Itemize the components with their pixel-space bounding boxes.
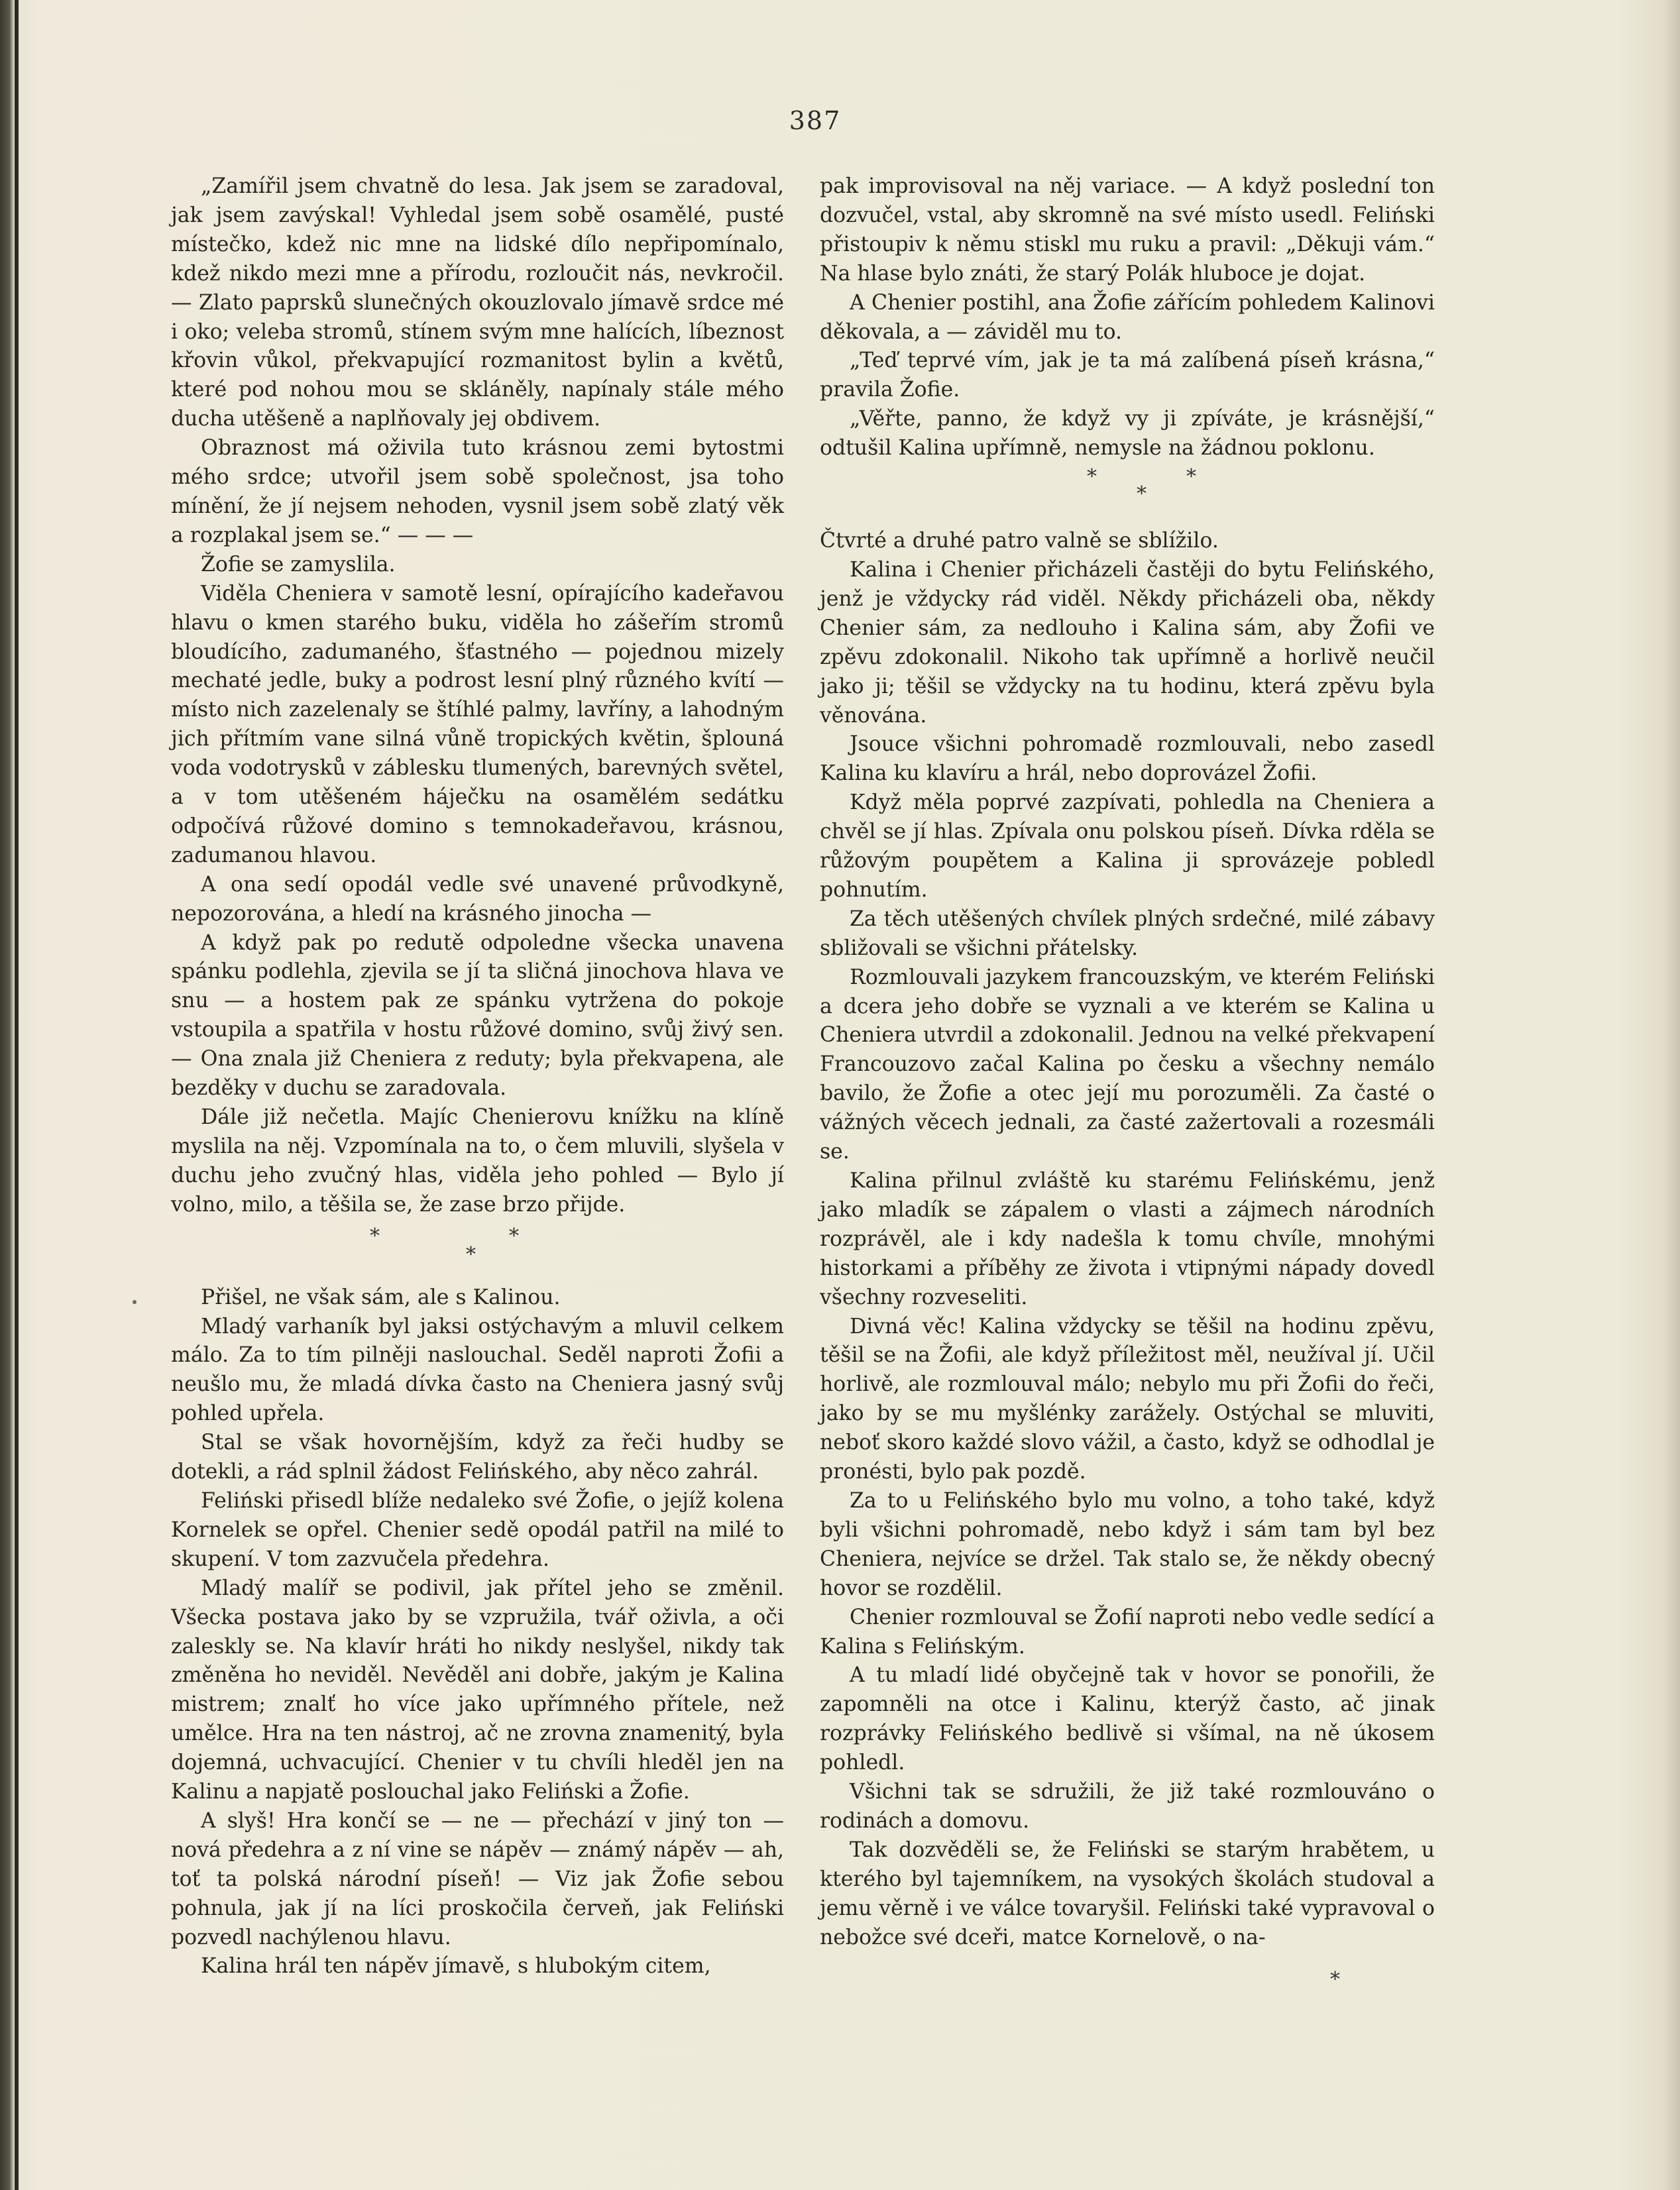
paragraph: A tu mladí lidé obyčejně tak v hovor se ponořili, že zapomněli na otce i Kalinu, kterýž často, ač jinak rozprávky Felińského bedlivě si všímal, na ně úkosem pohledl. [820, 1663, 1435, 1775]
asterisk: * [1087, 465, 1097, 489]
paragraph: Kalina i Chenier přicházeli častěji do bytu Felińského, jenž je vždycky rád viděl. Někdy přicházeli oba, někdy Chenier sám, za nedlouho i Kalina sám, aby Žofii ve zpěvu zdokonalil. Nikoho tak upřímně a horlivě neučil jako ji; těšil se vždycky na tu hodinu, která zpěvu byla věnována. [820, 557, 1435, 728]
margin-mark [133, 1300, 137, 1304]
paragraph: Tak dozvěděli se, že Feliński se starým hrabětem, u kterého byl tajemníkem, na vysokých školách studoval a jemu věrně i ve válce tovaryšil. Feliński také vypravoval o nebožce své dceři, matce Kornelově, o na- [820, 1837, 1435, 1949]
section-break [820, 466, 1435, 523]
paragraph: Mladý varhaník byl jaksi ostýchavým a mluvil celkem málo. Za to tím pilněji naslouchal. Seděl naproti Žofii a neušlo mu, že mladá dívka často na Cheniera jasný svůj pohled upřela. [171, 1314, 784, 1426]
paragraph: Dále již nečetla. Majíc Chenierovu knížku na klíně myslila na něj. Vzpomínala na to, o čem mluvili, slyšela v duchu jeho zvučný hlas, viděla jeho pohled — Bylo jí volno, milo, a těšila se, že zase brzo přijde. [171, 1105, 784, 1217]
paragraph: „Věřte, panno, že když vy ji zpíváte, je krásnější,“ odtušil Kalina upřímně, nemysle na žádnou poklonu. [820, 407, 1435, 461]
paragraph: A slyš! Hra končí se — ne — přechází v jiný ton — nová předehra a z ní vine se nápěv — známý nápěv — ah, toť ta polská národní píseň! — Viz jak Žofie sebou pohnula, jak jí na líci proskočila červeň, jak Feliński pozvedl nachýlenou hlavu. [171, 1808, 784, 1949]
footnote-mark: * [1330, 1968, 1340, 1991]
left-column [171, 172, 784, 2014]
paragraph: Mladý malíř se podivil, jak přítel jeho se změnil. Všecka postava jako by se vzpružila, tvář oživla, a oči zaleskly se. Na klavír hráti ho nikdy neslyšel, nikdy tak změněna ho neviděl. Nevěděl ani dobře, jakým je Kalina mistrem; znalť ho více jako upřímného přítele, než umělce. Hra na ten nástroj, ač ne zrovna znamenitý, byla dojemná, uchvacující. Chenier v tu chvíli hleděl jen na Kalinu a napjatě poslouchal jako Feliński a Žofie. [171, 1576, 784, 1804]
paragraph: Feliński přisedl blíže nedaleko své Žofie, o jejíž kolena Kornelek se opřel. Chenier sedě opodál patřil na milé to skupení. V tom zazvučela předehra. [171, 1488, 784, 1571]
paragraph: Za těch utěšených chvílek plných srdečné, milé zábavy sbližovali se všichni přátelsky. [820, 906, 1435, 960]
paragraph: Jsouce všichni pohromadě rozmlouvali, nebo zasedl Kalina ku klavíru a hrál, nebo doprovázel Žofii. [820, 732, 1435, 786]
paragraph: „Zamířil jsem chvatně do lesa. Jak jsem se zaradoval, jak jsem zavýskal! Vyhledal jsem sobě osamělé, pusté místečko, kdež nic mne na lidské dílo nepřipomínalo, kdež nikdo mezi mne a přírodu, rozloučit nás, nevkročil. — Zlato paprsků slunečných okouzlovalo jímavě srdce mé i oko; veleba stromů, stínem svým mne halících, líbeznost křovin vůkol, překvapující rozmanitost bylin a květů, které pod nohou mou se skláněly, napínaly stále mého ducha utěšeně a naplňovaly jej obdivem. [171, 174, 784, 431]
paragraph: Žofie se zamyslila. [201, 552, 396, 576]
paragraph: Divná věc! Kalina vždycky se těšil na hodinu zpěvu, těšil se na Žofii, ale když příležitost měl, neužíval jí. Učil horlivě, ale rozmlouval málo; nebylo mu při Žofii do řeči, jako by se mu myšlénky zarážely. Ostýchal se mluviti, neboť skoro každé slovo vážil, a často, když se odhodlal je pronésti, bylo pak pozdě. [820, 1314, 1435, 1484]
asterisk: * [1186, 465, 1196, 489]
paragraph: Přišel, ne však sám, ale s Kalinou. [201, 1285, 561, 1309]
asterisk: * [466, 1242, 476, 1266]
page-number: 387 [789, 106, 842, 135]
paragraph: „Teď teprvé vím, jak je ta má zalíbená píseň krásna,“ pravila Žofie. [820, 349, 1435, 402]
paragraph: Stal se však hovornějším, když za řeči hudby se dotekli, a rád splnil žádost Felińského, aby něco zahrál. [171, 1431, 784, 1484]
paragraph: Za to u Felińského bylo mu volno, a toho také, když byli všichni pohromadě, nebo když i sám tam byl bez Cheniera, nejvíce se držel. Tak stalo se, že někdy obecný hovor se rozdělil. [820, 1488, 1435, 1600]
asterisk: * [370, 1224, 380, 1248]
paragraph: pak improvisoval na něj variace. — A když poslední ton dozvučel, vstal, aby skromně na své místo usedl. Feliński přistoupiv k němu stiskl mu ruku a pravil: „Děkuji vám.“ Na hlase bylo znáti, že starý Polák hluboce je dojat. [820, 174, 1435, 286]
paragraph: Rozmlouvali jazykem francouzským, ve kterém Feliński a dcera jeho dobře se vyznali a ve kterém se Kalina u Cheniera utvrdil a zdokonalil. Jednou na velké překvapení Francouzovo začal Kalina po česku a všechny nemálo bavilo, že Žofie a otec její mu porozuměli. Za časté o vážných věcech jednali, za časté zažertovali a rozesmáli se. [820, 965, 1435, 1164]
paragraph: A ona sedí opodál vedle své unavené průvodkyně, nepozorována, a hledí na krásného jinocha — [171, 872, 784, 926]
paragraph: Obraznost má oživila tuto krásnou zemi bytostmi mého srdce; utvořil jsem sobě společnost, jsa toho mínění, že jí nejsem nehoden, vysnil jsem sobě zlatý věk a rozplakal jsem se.“ — — — [171, 436, 784, 547]
section-break [171, 1223, 784, 1280]
paragraph: Kalina přilnul zvláště ku starému Felińskému, jenž jako mladík se zápalem o vlasti a zájmech národních rozprávěl, ale i kdy nadešla k tomu chvíle, mnohými historkami a příběhy ze života i vtipnými nápady dovedl všechny rozveseliti. [820, 1169, 1435, 1309]
paragraph: A když pak po redutě odpoledne všecka unavena spánku podlehla, zjevila se jí ta sličná jinochova hlava ve snu — a hostem pak ze spánku vytržena do pokoje vstoupila a spatřila v hostu růžové domino, svůj živý sen. — Ona znala již Cheniera z reduty; byla překvapena, ale bezděky v duchu se zaradovala. [171, 930, 784, 1101]
paragraph: Viděla Cheniera v samotě lesní, opírajícího kadeřavou hlavu o kmen starého buku, viděla ho zášeřím stromů bloudícího, zadumaného, šťastného — pojednou mizely mechaté jedle, buky a podrost lesní plný různého kvítí — místo nich zazelenaly se štíhlé palmy, lavříny, a lahodným jich přítmím vane silná vůně tropických květin, šplouná voda vodotrysků v záblesku tlumených, barevných světel, a v tom utěšeném háječku na osamělém sedátku odpočívá růžové domino s temnokadeřavou, krásnou, zadumanou hlavou. [171, 581, 784, 867]
paragraph: A Chenier postihl, ana Žofie zářícím pohledem Kalinovi děkovala, a — záviděl mu to. [820, 290, 1435, 344]
asterisk: * [509, 1224, 519, 1248]
paragraph: Čtvrté a druhé patro valně se sblížilo. [820, 529, 1219, 553]
paragraph: Kalina hrál ten nápěv jímavě, s hlubokým citem, [201, 1954, 711, 1979]
right-column [820, 172, 1435, 2014]
paragraph: Chenier rozmlouval se Žofií naproti nebo vedle sedící a Kalina s Felińským. [820, 1605, 1435, 1659]
asterisk: * [1137, 482, 1147, 506]
paragraph: Všichni tak se sdružili, že již také rozmlouváno o rodinách a domovu. [820, 1780, 1435, 1833]
book-gutter [15, 0, 19, 2190]
paragraph: Když měla poprvé zazpívati, pohledla na Cheniera a chvěl se jí hlas. Zpívala onu polskou píseň. Dívka rděla se růžovým poupětem a Kalina ji sprovázeje pobledl pohnutím. [820, 791, 1435, 902]
